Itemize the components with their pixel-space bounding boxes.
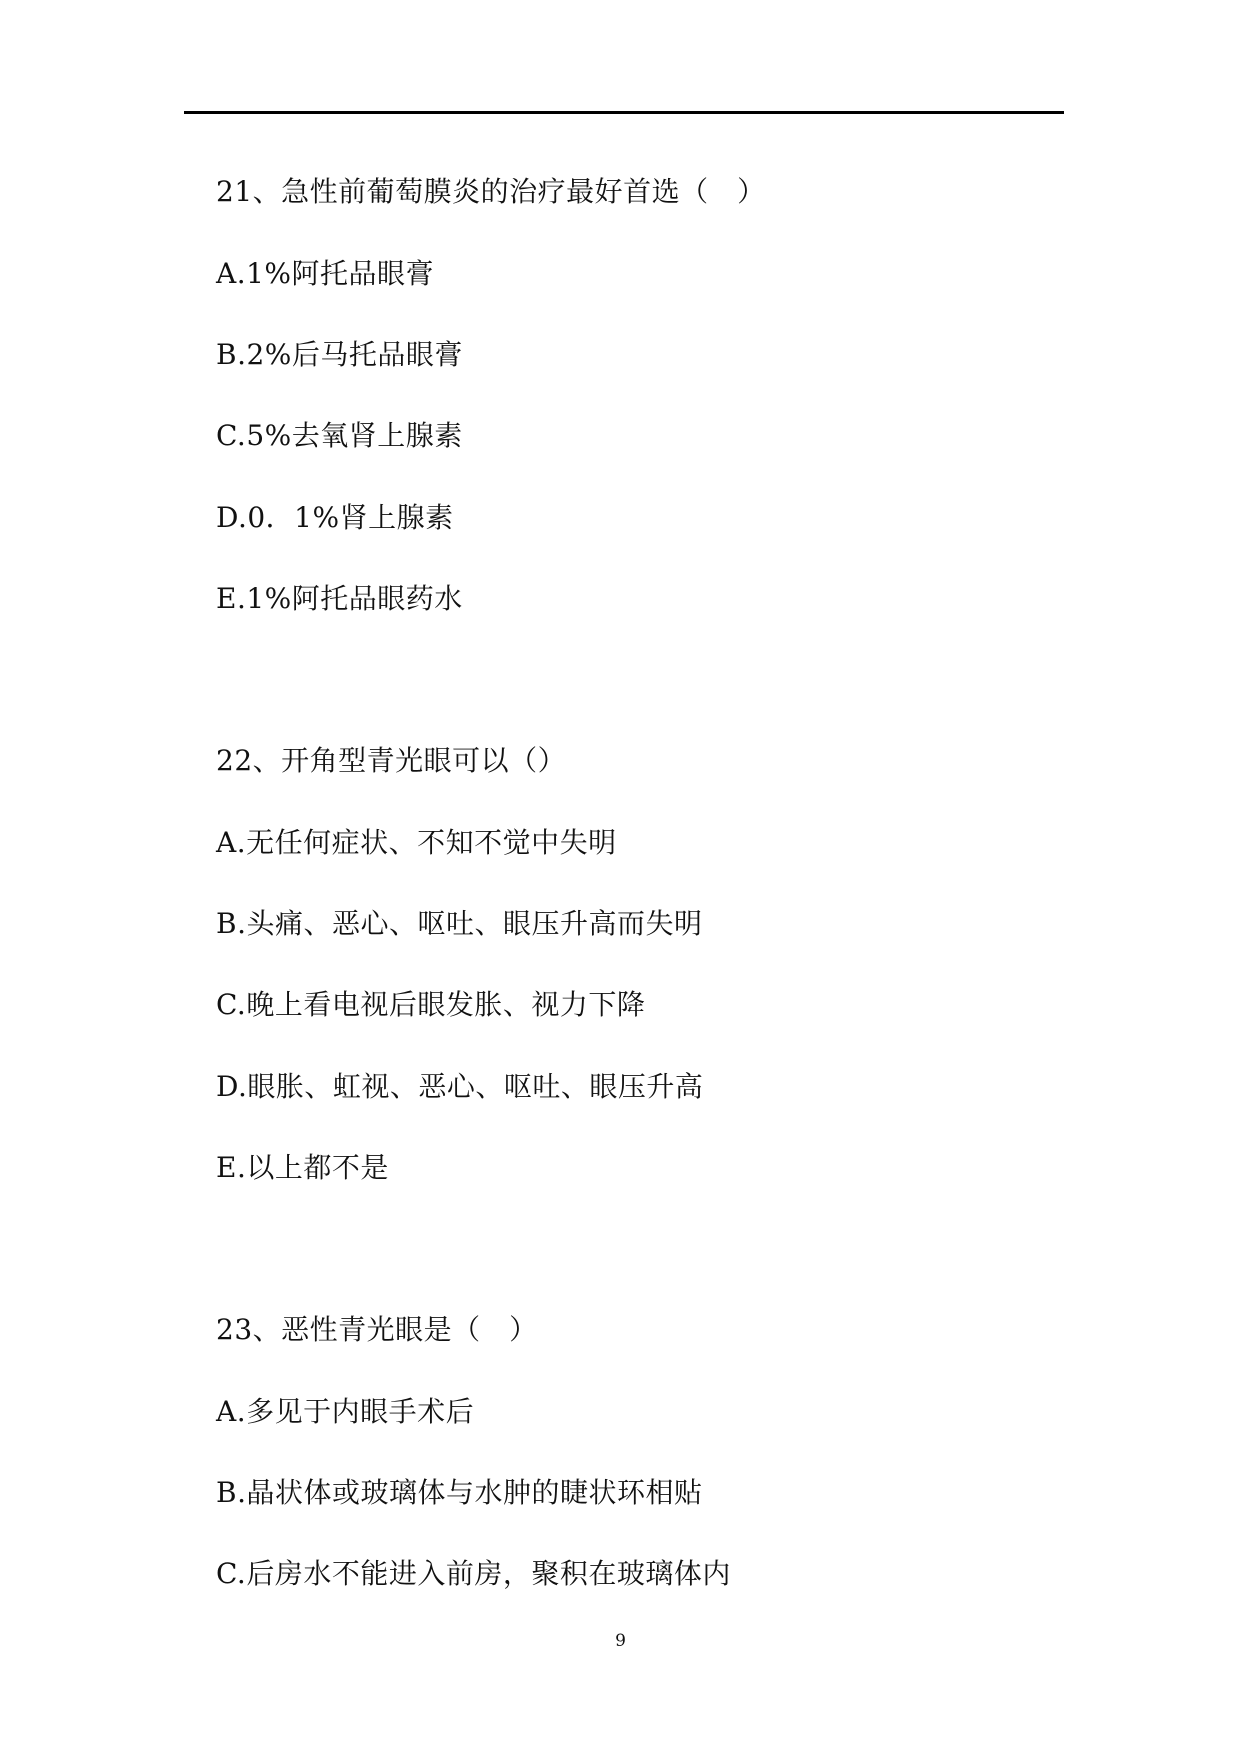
question-22-option-d: D.眼胀、虹视、恶心、呕吐、眼压升高 [216,1070,704,1103]
question-21-option-d: D.0．1%肾上腺素 [216,501,454,534]
question-23-option-c: C.后房水不能进入前房，聚积在玻璃体内 [216,1557,731,1590]
question-22-option-b: B.头痛、恶心、呕吐、眼压升高而失明 [216,907,703,940]
question-23-option-b: B.晶状体或玻璃体与水肿的睫状环相贴 [216,1476,703,1509]
question-22-option-e: E.以上都不是 [216,1151,389,1184]
header-rule [184,111,1064,114]
question-21-stem: 21、急性前葡萄膜炎的治疗最好首选（ ） [216,175,766,208]
question-22-option-c: C.晚上看电视后眼发胀、视力下降 [216,988,646,1021]
question-21-option-c: C.5%去氧肾上腺素 [216,419,463,452]
question-21-option-e: E.1%阿托品眼药水 [216,582,463,615]
page-number: 9 [615,1631,626,1651]
question-22-option-a: A.无任何症状、不知不觉中失明 [216,826,617,859]
question-21-option-a: A.1%阿托品眼膏 [216,257,435,290]
question-22-stem: 22、开角型青光眼可以（） [216,744,567,777]
question-23-stem: 23、恶性青光眼是（ ） [216,1313,538,1346]
question-23-option-a: A.多见于内眼手术后 [216,1395,475,1428]
question-21-option-b: B.2%后马托品眼膏 [216,338,463,371]
